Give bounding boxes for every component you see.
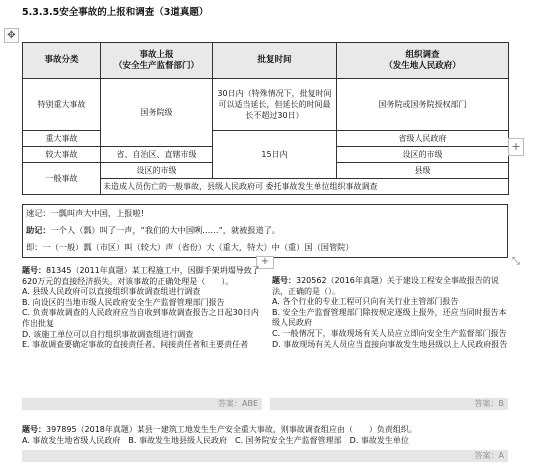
question-1-option-b: B. 向设区的当地市级人民政府安全生产监督管理部门报告 [22, 297, 225, 307]
question-1-answer: 答案：ABE [22, 398, 262, 410]
question-2-option-c: C. 一般情况下，事故现场有关人员应立即向安全生产监督部门报告 [272, 328, 507, 338]
question-2 [272, 276, 508, 350]
memory-line-3: 即：一（一般）瓢（市区）叫（较大）声（省份）大（重大，特大）中（重）国（国管院） [26, 242, 354, 252]
table-move-handle-icon[interactable]: ✥ [4, 28, 19, 43]
question-1-option-d: D. 该施工单位可以自行组织事故调查组进行调查 [22, 329, 194, 339]
section-title: 5.3.3.5安全事故的上报和调查（3道真题） [22, 7, 209, 18]
reply-time-short: 15日内 [213, 131, 337, 179]
question-2-option-b: B. 安全生产监督管理部门除按规定逐级上报外，还应当同时报告本级人民政府 [272, 307, 507, 328]
header-report: 事故上报 （安全生产监督部门） [101, 43, 213, 79]
report-national: 国务院级 [101, 79, 213, 147]
question-1-option-c: C. 负责事故调查的人民政府应当自收到事故调查报告之日起30日内作出批复 [22, 308, 259, 328]
question-1-option-a: A. 县级人民政府可以直接组织事故调查组进行调查 [22, 287, 201, 297]
header-classification: 事故分类 [23, 43, 101, 79]
question-2-answer: 答案：B [270, 398, 508, 410]
question-2-option-a: A. 各个行业的专业工程可只向有关行业主管部门报告 [272, 297, 459, 307]
question-1 [22, 266, 260, 351]
question-1-option-e: E. 事故调查要确定事故的直接责任者、间接责任者和主要责任者 [22, 340, 249, 350]
question-2-stem: 题号：320562（2016年真题）关于建设工程安全事故报告的说法，正确的是（）。 [272, 276, 499, 296]
question-3-options: A. 事故发生地省级人民政府 B. 事故发生地县级人民政府 C. 国务院安全生产监督管理部 D. 事故发生单位 [22, 435, 409, 445]
add-column-button[interactable]: + [508, 138, 524, 156]
question-1-stem: 题号：81345（2011年真题）某工程施工中，因脚手架坍塌导致了620万元的直接经济损失。对该事故的正确处理是（ ）。 [22, 266, 260, 286]
question-3 [22, 425, 522, 446]
invest-especially-serious: 国务院或国务院授权部门 [337, 79, 509, 131]
header-reply-time: 批复时间 [213, 43, 337, 79]
resize-handle-icon[interactable]: ⤡ [512, 256, 520, 267]
memory-tips-box [22, 204, 508, 258]
row-class-larger: 较大事故 [23, 147, 101, 163]
row-class-general: 一般事故 [23, 163, 101, 195]
question-3-stem: 题号：397895（2018年真题）某县一建筑工地发生生产安全重大事故，则事故调查组应由（ ）负责组织。 [22, 425, 417, 434]
memory-line-1: 速记：一瓢叫声大中国，上报啦! [26, 208, 144, 218]
question-2-option-d: D. 事故现场有关人员应当直接向事故发生地县级以上人民政府报告 [272, 339, 508, 349]
general-accident-note: 未造成人员伤亡的一般事故，县级人民政府可 委托事故发生单位组织事故调查 [101, 179, 509, 195]
invest-larger: 设区的市级 [337, 147, 509, 163]
accident-table [22, 42, 509, 195]
invest-serious: 省级人民政府 [337, 131, 509, 147]
row-class-especially-serious: 特别重大事故 [23, 79, 101, 131]
header-investigation: 组织调查 （发生地人民政府） [337, 43, 509, 79]
row-class-serious: 重大事故 [23, 131, 101, 147]
report-provincial: 省、自治区、直辖市级 [101, 147, 213, 163]
add-row-button[interactable]: + [256, 256, 274, 269]
question-3-answer: 答案：A [22, 450, 508, 462]
invest-general: 县级 [337, 163, 509, 179]
report-district: 设区的市级 [101, 163, 213, 179]
reply-time-long: 30日内（特殊情况下，批复时间可以适当延长，但延长的时间最长不超过30日） [213, 79, 337, 131]
memory-line-2: 助记：一个人（瓢）叫了一声，“我们的大中国咧……”，就被报道了。 [26, 225, 281, 235]
